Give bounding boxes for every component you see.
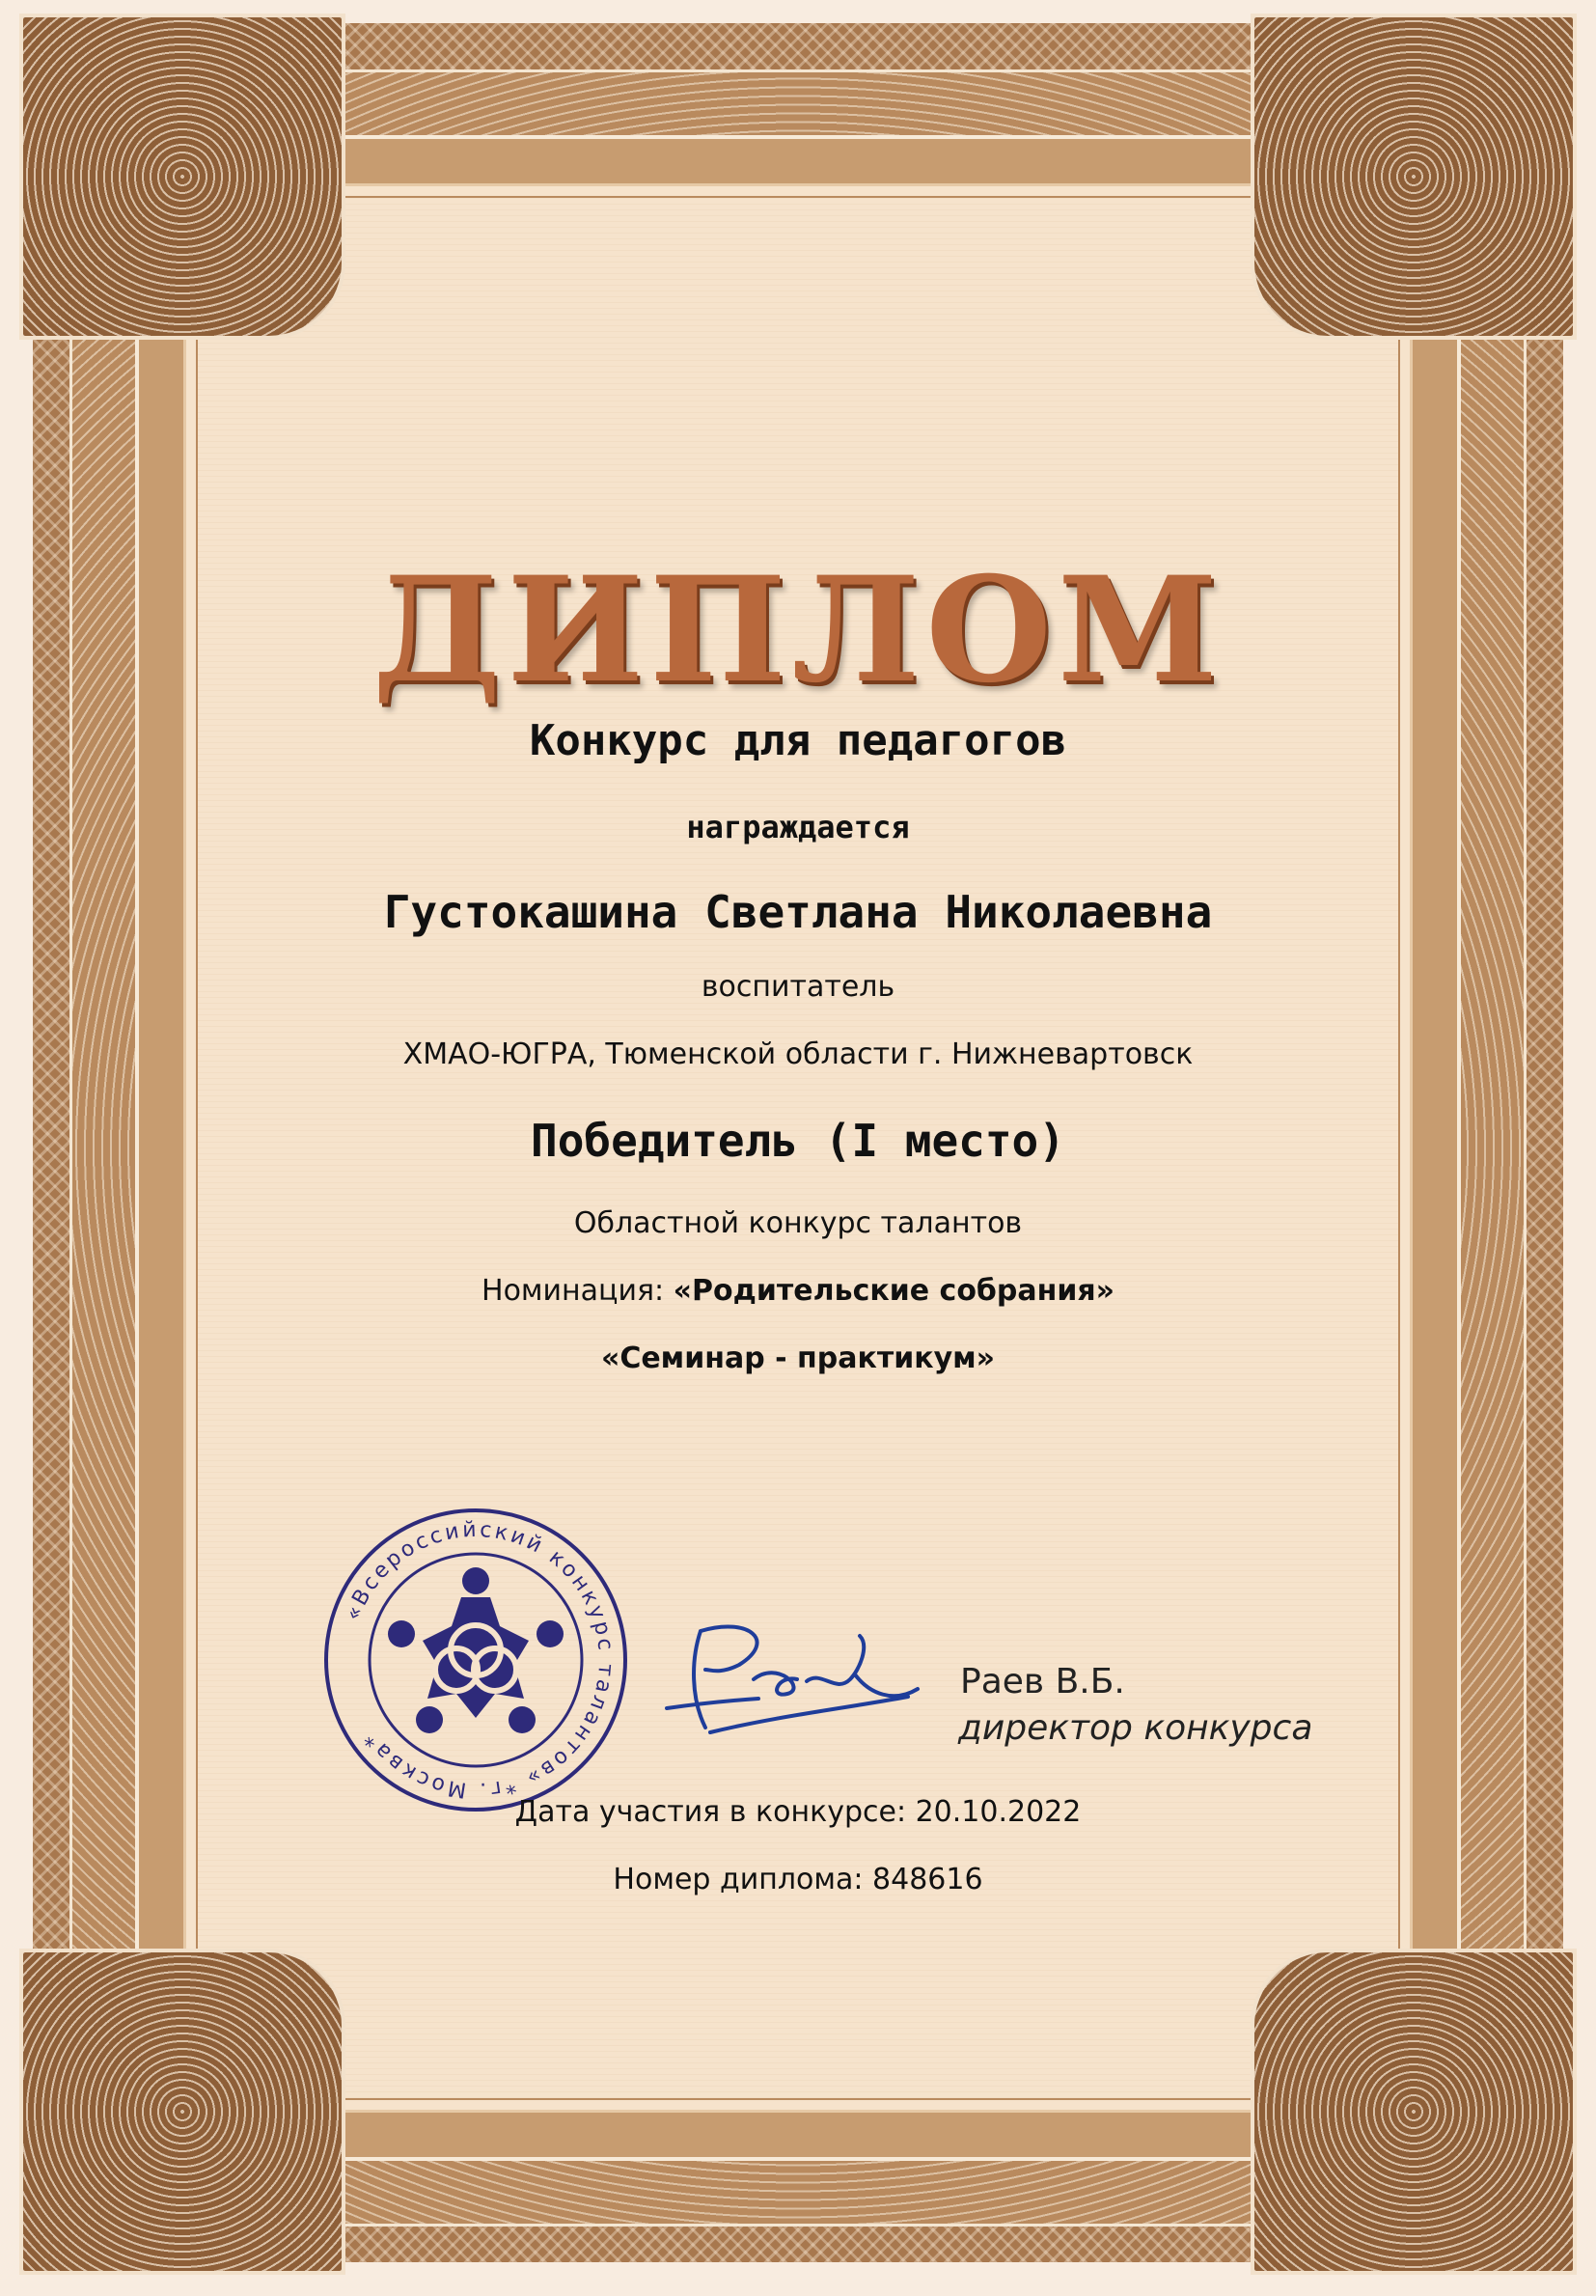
- awarded-label: награждается: [686, 809, 910, 845]
- participation-date: Дата участия в конкурсе: 20.10.2022: [514, 1795, 1082, 1829]
- signatory-role: директор конкурса: [958, 1708, 1313, 1748]
- nomination-value: «Родительские собрания»: [673, 1274, 1114, 1308]
- seal-stamp-icon: [321, 1506, 630, 1814]
- stamp-text: «Всероссийский конкурс талантов» *г. Москва*: [341, 1517, 619, 1803]
- nomination-label: Номинация:: [482, 1274, 674, 1308]
- contest-name: Конкурс для педагогов: [529, 716, 1067, 765]
- diploma-number: Номер диплома: 848616: [613, 1863, 983, 1896]
- diploma-title: ДИПЛОМ: [371, 545, 1225, 715]
- recipient-position: воспитатель: [701, 970, 895, 1004]
- signature-icon: [662, 1612, 922, 1747]
- recipient-name: Густокашина Светлана Николаевна: [383, 886, 1213, 938]
- recipient-region: ХМАО-ЮГРА, Тюменской области г. Нижневартовск: [402, 1037, 1194, 1071]
- work-title: «Семинар - практикум»: [600, 1342, 996, 1375]
- nomination-line: [0, 1274, 1596, 1308]
- award-result: Победитель (I место): [531, 1115, 1065, 1167]
- signatory-name: Раев В.Б.: [960, 1662, 1125, 1701]
- event-name: Областной конкурс талантов: [573, 1206, 1023, 1240]
